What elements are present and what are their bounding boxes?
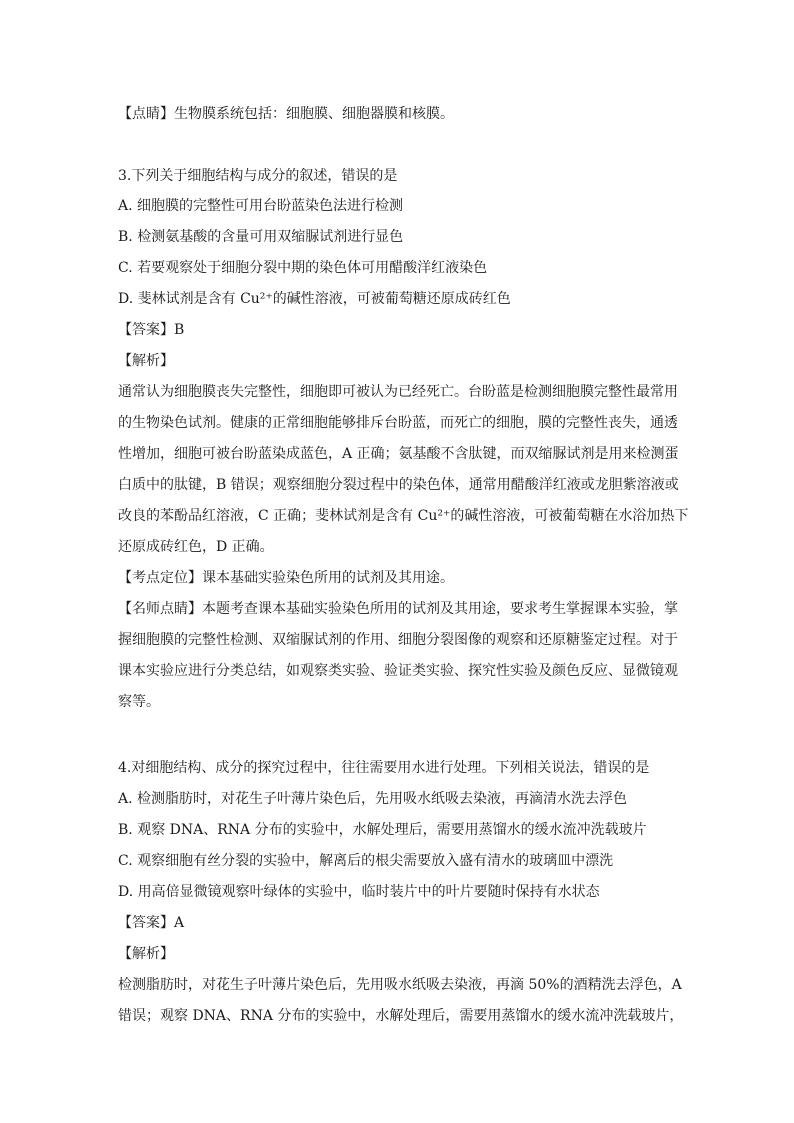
q3-stem: 3.下列关于细胞结构与成分的叙述，错误的是	[118, 168, 398, 184]
q3-analysis-line: 改良的苯酚品红溶液，C 正确；斐林试剂是含有 Cu²⁺的碱性溶液，可被葡萄糖在水浴加热下	[118, 508, 689, 524]
q3-option-a: A. 细胞膜的完整性可用台盼蓝染色法进行检测	[118, 198, 404, 214]
q3-analysis-line: 还原成砖红色，D 正确。	[118, 539, 274, 555]
q3-mingshi-line: 握细胞膜的完整性检测、双缩脲试剂的作用、细胞分裂图像的观察和还原糖鉴定过程。对于	[118, 632, 678, 648]
q3-analysis-line: 白质中的肽键，B 错误；观察细胞分裂过程中的染色体，通常用醋酸洋红液或龙胆紫溶液或	[118, 477, 679, 493]
q4-option-c: C. 观察细胞有丝分裂的实验中，解离后的根尖需要放入盛有清水的玻璃皿中漂洗	[118, 853, 614, 869]
q3-option-c: C. 若要观察处于细胞分裂中期的染色体可用醋酸洋红液染色	[118, 260, 488, 276]
q4-stem: 4.对细胞结构、成分的探究过程中，往往需要用水进行处理。下列相关说法，错误的是	[118, 760, 650, 776]
q3-analysis-label: 【解析】	[118, 353, 174, 369]
q4-analysis-line: 检测脂肪时，对花生子叶薄片染色后，先用吸水纸吸去染液，再滴 50%的酒精洗去浮色，A	[118, 977, 682, 993]
q3-analysis-line: 的生物染色试剂。健康的正常细胞能够排斥台盼蓝，而死亡的细胞，膜的完整性丧失，通透	[118, 415, 678, 431]
q3-answer: 【答案】B	[118, 322, 185, 338]
q3-kaodian: 【考点定位】课本基础实验染色所用的试剂及其用途。	[118, 570, 454, 586]
q4-option-a: A. 检测脂肪时，对花生子叶薄片染色后，先用吸水纸吸去染液，再滴清水洗去浮色	[118, 791, 628, 807]
q3-mingshi-line: 察等。	[118, 694, 160, 710]
q4-answer: 【答案】A	[118, 915, 185, 931]
q3-option-b: B. 检测氨基酸的含量可用双缩脲试剂进行显色	[118, 229, 404, 245]
q4-analysis-label: 【解析】	[118, 946, 174, 962]
tip-line: 【点睛】生物膜系统包括：细胞膜、细胞器膜和核膜。	[118, 106, 454, 122]
q4-option-b: B. 观察 DNA、RNA 分布的实验中，水解处理后，需要用蒸馏水的缓水流冲洗载玻片	[118, 822, 647, 838]
q3-mingshi-line: 【名师点睛】本题考查课本基础实验染色所用的试剂及其用途，要求考生掌握课本实验，掌	[118, 601, 678, 617]
q3-analysis-line: 性增加，细胞可被台盼蓝染成蓝色，A 正确；氨基酸不含肽键，而双缩脲试剂是用来检测蛋	[118, 446, 679, 462]
q3-analysis-line: 通常认为细胞膜丧失完整性，细胞即可被认为已经死亡。台盼蓝是检测细胞膜完整性最常用	[118, 384, 678, 400]
q3-option-d: D. 斐林试剂是含有 Cu²⁺的碱性溶液，可被葡萄糖还原成砖红色	[118, 291, 511, 307]
q3-mingshi-line: 课本实验应进行分类总结，如观察类实验、验证类实验、探究性实验及颜色反应、显微镜观	[118, 663, 678, 679]
q4-analysis-line: 错误；观察 DNA、RNA 分布的实验中，水解处理后，需要用蒸馏水的缓水流冲洗载玻片，	[118, 1008, 684, 1024]
q4-option-d: D. 用高倍显微镜观察叶绿体的实验中，临时装片中的叶片要随时保持有水状态	[118, 884, 600, 900]
